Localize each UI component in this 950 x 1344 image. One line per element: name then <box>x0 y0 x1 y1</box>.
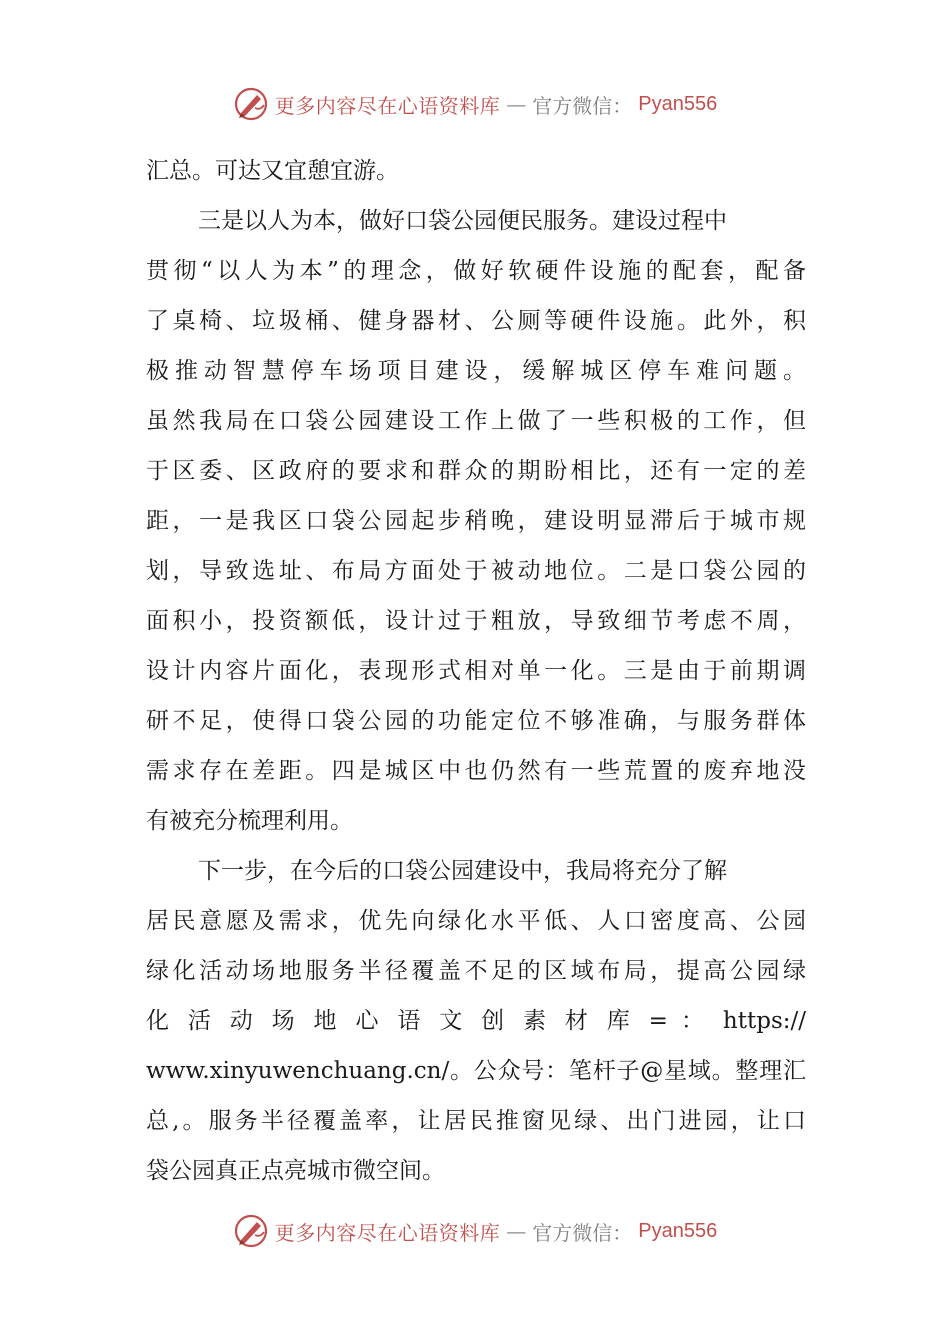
pen-logo-icon <box>233 86 269 122</box>
text-line: 三是以人为本，做好口袋公园便民服务。建设过程中 <box>198 208 727 234</box>
header-dash: — <box>506 92 527 116</box>
text-line: 化 活 动 场 地 心 语 文 创 素 材 库 = ： https:// <box>146 1008 806 1034</box>
text-line: 距，一是我区口袋公园起步稍晚，建设明显滞后于城市规 <box>146 508 806 534</box>
footer-banner <box>0 1211 950 1251</box>
pen-logo-icon <box>233 1213 269 1249</box>
footer-dash: — <box>506 1219 527 1243</box>
text-line: 袋公园真正点亮城市微空间。 <box>146 1158 445 1184</box>
text-line: 绿化活动场地服务半径覆盖不足的区域布局，提高公园绿 <box>146 958 806 984</box>
text-line: 下一步，在今后的口袋公园建设中，我局将充分了解 <box>198 858 727 884</box>
footer-wechat-id: Pyan556 <box>638 1219 718 1242</box>
text-line: 需求存在差距。四是城区中也仍然有一些荒置的废弃地没 <box>146 758 806 784</box>
text-line: 汇总。可达又宜憩宜游。 <box>146 158 399 184</box>
text-line: 总,。服务半径覆盖率，让居民推窗见绿、出门进园，让口 <box>146 1108 806 1134</box>
text-line: 极推动智慧停车场项目建设，缓解城区停车难问题。 <box>146 358 806 384</box>
text-line: 了桌椅、垃圾桶、健身器材、公厕等硬件设施。此外，积 <box>146 308 806 334</box>
text-line: www.xinyuwenchuang.cn/。公众号：笔杆子@星域。整理汇 <box>146 1058 806 1084</box>
header-brand-text: 更多内容尽在心语资料库 <box>274 93 501 118</box>
text-line: 设计内容片面化，表现形式相对单一化。三是由于前期调 <box>146 658 806 684</box>
header-banner <box>0 84 950 124</box>
footer-wechat-label: 官方微信： <box>532 1220 633 1245</box>
text-line: 居民意愿及需求，优先向绿化水平低、人口密度高、公园 <box>146 908 806 934</box>
text-line: 面积小，投资额低，设计过于粗放，导致细节考虑不周， <box>146 608 806 634</box>
text-line: 有被充分梳理利用。 <box>146 808 353 834</box>
header-wechat-id: Pyan556 <box>638 92 718 115</box>
footer-brand-text: 更多内容尽在心语资料库 <box>274 1220 501 1245</box>
header-wechat-label: 官方微信： <box>532 93 633 118</box>
text-line: 划，导致选址、布局方面处于被动地位。二是口袋公园的 <box>146 558 806 584</box>
text-line: 虽然我局在口袋公园建设工作上做了一些积极的工作，但 <box>146 408 806 434</box>
text-line: 研不足，使得口袋公园的功能定位不够准确，与服务群体 <box>146 708 806 734</box>
text-line: 贯彻“以人为本”的理念，做好软硬件设施的配套，配备 <box>146 258 806 284</box>
text-line: 于区委、区政府的要求和群众的期盼相比，还有一定的差 <box>146 458 806 484</box>
body-text <box>146 146 806 1196</box>
